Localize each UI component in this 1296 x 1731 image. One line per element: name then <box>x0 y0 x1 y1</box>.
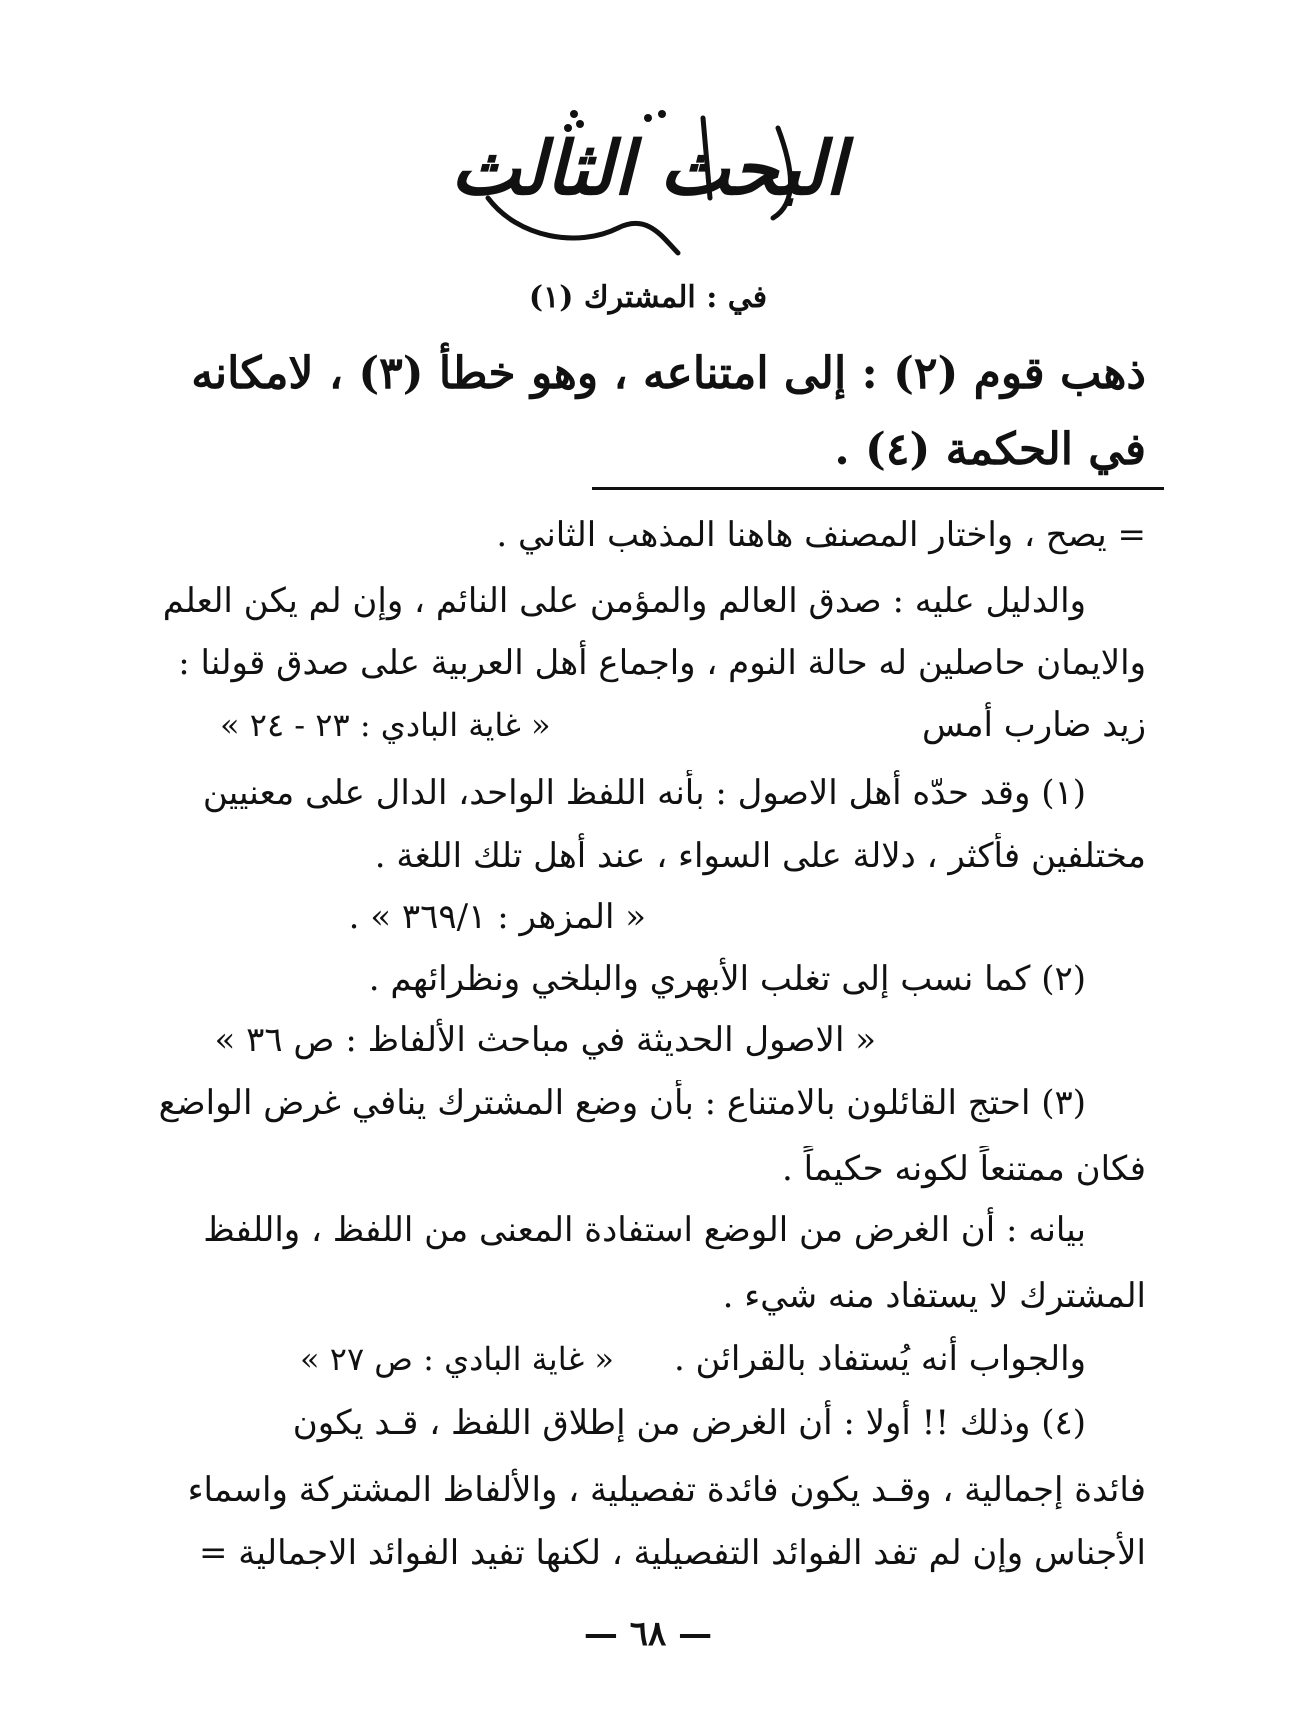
footnote-line: (٤) وذلك !! أولا : أن الغرض من إطلاق اللفظ ، قـد يكون <box>292 1403 1086 1443</box>
footnote-line: (٢) كما نسب إلى تغلب الأبهري والبلخي ونظرائهم . <box>368 959 1086 999</box>
footnote-line: بيانه : أن الغرض من الوضع استفادة المعنى من اللفظ ، واللفظ <box>203 1210 1086 1250</box>
footnote-line <box>140 702 1146 748</box>
footnote-line: مختلفين فأكثر ، دلالة على السواء ، عند أهل تلك اللغة . <box>374 836 1146 876</box>
chapter-heading <box>448 88 848 258</box>
footnote-text: والجواب أنه يُستفاد بالقرائن . <box>673 1339 1086 1379</box>
main-text-line: في الحكمة (٤) . <box>834 424 1146 475</box>
footnote-line <box>140 1336 1086 1382</box>
footnote-citation: « الاصول الحديثة في مباحث الألفاظ : ص ٣٦ » <box>214 1020 876 1060</box>
footnote-line: والدليل عليه : صدق العالم والمؤمن على النائم ، وإن لم يكن العلم <box>162 581 1086 621</box>
footnote-line: = يصح ، واختار المصنف هاهنا المذهب الثاني . <box>496 515 1146 555</box>
footnote-citation: « المزهر : ٣٦٩/١ » . <box>348 897 646 937</box>
footnote-line: فكان ممتنعاً لكونه حكيماً . <box>781 1149 1146 1189</box>
footnote-divider <box>592 487 1164 490</box>
topic-label: في : المشترك (١) <box>528 280 768 315</box>
footnote-text: زيد ضارب أمس <box>921 705 1146 745</box>
footnote-line: (١) وقد حدّه أهل الاصول : بأنه اللفظ الواحد، الدال على معنيين <box>202 773 1086 813</box>
chapter-title: البحث الثالث <box>450 126 846 212</box>
footnote-line: (٣) احتج القائلون بالامتناع : بأن وضع المشترك ينافي غرض الواضع <box>158 1083 1086 1123</box>
footnote-line: والايمان حاصلين له حالة النوم ، واجماع أهل العربية على صدق قولنا : <box>178 643 1146 683</box>
footnote-citation: « غاية البادي : ص ٢٧ » <box>300 1340 614 1378</box>
footnote-line: الأجناس وإن لم تفد الفوائد التفصيلية ، لكنها تفيد الفوائد الاجمالية = <box>199 1533 1146 1573</box>
footnote-line: المشترك لا يستفاد منه شيء . <box>722 1276 1146 1316</box>
page-number: — ٦٨ — <box>583 1614 713 1654</box>
footnote-citation: « غاية البادي : ٢٣ - ٢٤ » <box>220 706 551 744</box>
main-text-line: ذهب قوم (٢) : إلى امتناعه ، وهو خطأ (٣) ، لامكانه <box>191 348 1146 399</box>
footnote-line: فائدة إجمالية ، وقـد يكون فائدة تفصيلية ، والألفاظ المشتركة واسماء <box>187 1470 1146 1510</box>
